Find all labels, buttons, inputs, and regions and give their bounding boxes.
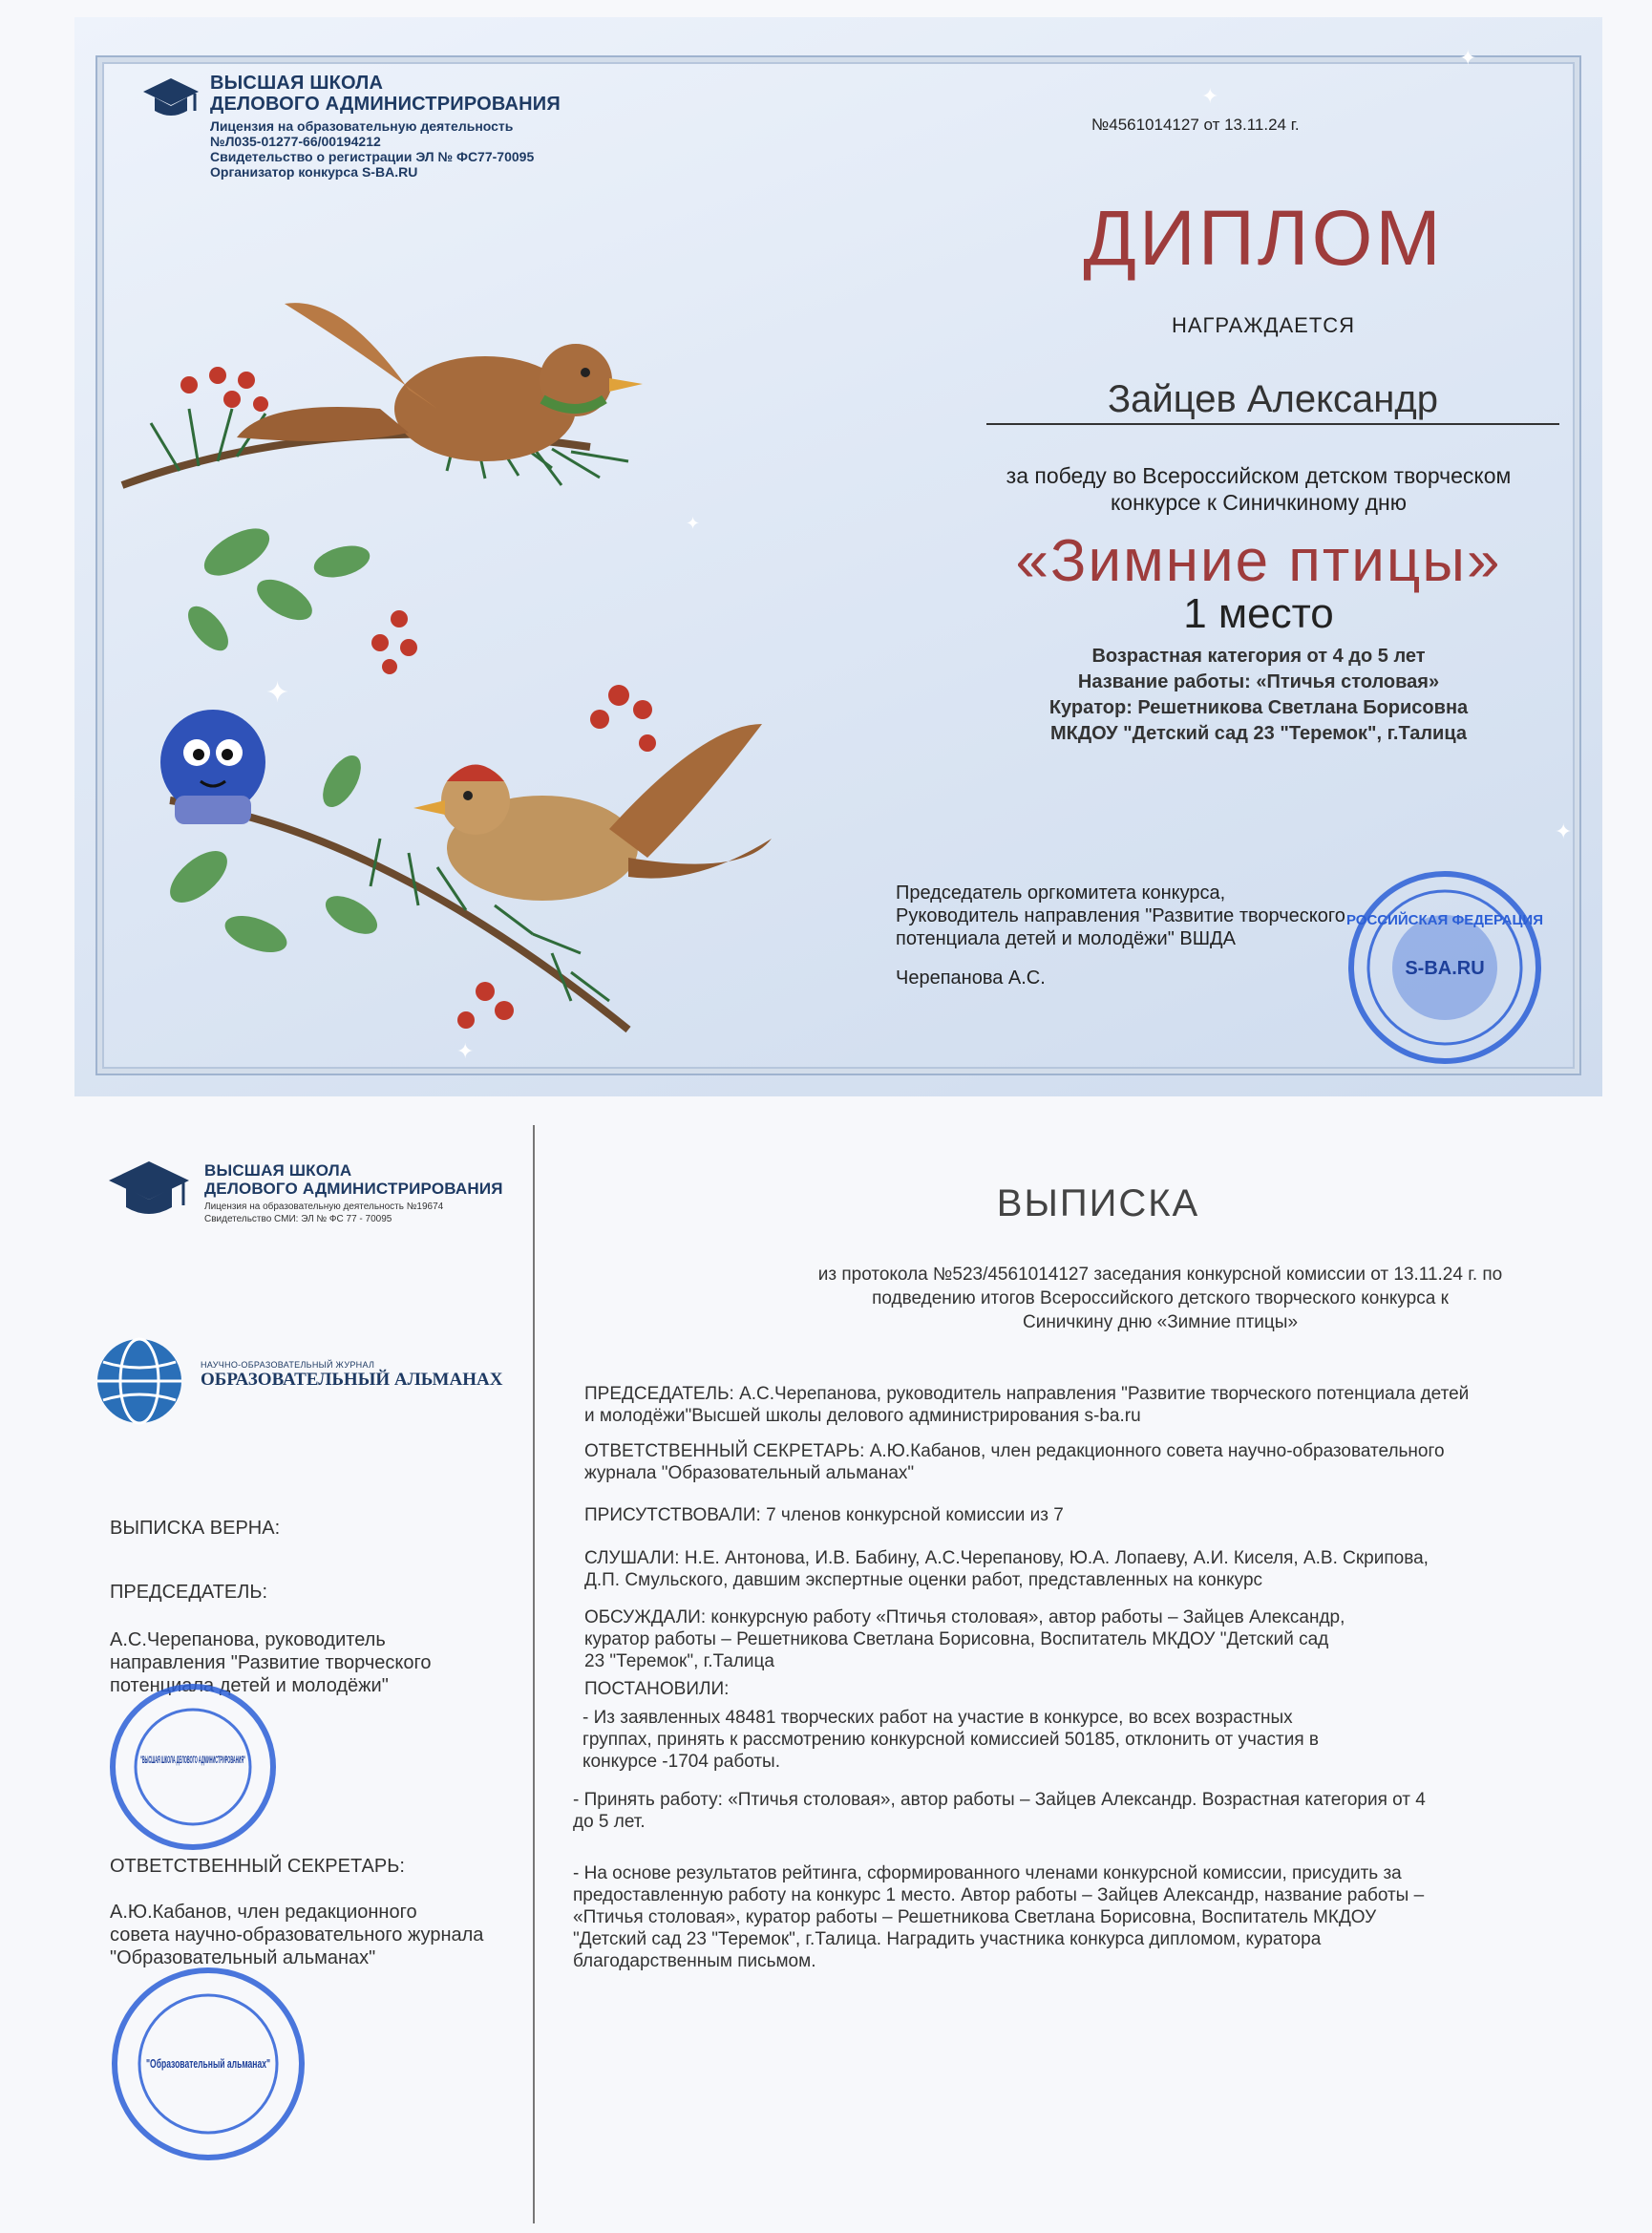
resolve1-line3: конкурсе -1704 работы. — [582, 1752, 780, 1772]
winter-birds-illustration — [94, 266, 819, 1068]
resolve2-line1: - Принять работу: «Птичья столовая», автор работы – Зайцев Александр. Возрастная категория от 4 — [573, 1790, 1426, 1810]
chair-line1: ПРЕДСЕДАТЕЛЬ: А.С.Черепанова, руководитель направления "Развитие творческого потенциала детей — [584, 1384, 1470, 1404]
graduation-cap-icon — [107, 1158, 191, 1223]
snowflake-icon: ✦ — [456, 1039, 475, 1063]
discussed-line1: ОБСУЖДАЛИ: конкурсную работу «Птичья столовая», автор работы – Зайцев Александр, — [584, 1607, 1345, 1627]
snowflake-icon: ✦ — [265, 677, 290, 709]
discussed-line2: куратор работы – Решетникова Светлана Борисовна, Воспитатель МКДОУ "Детский сад — [584, 1629, 1329, 1649]
chair-paragraph — [584, 1383, 1549, 1427]
resolve1-line1: - Из заявленных 48481 творческих работ на участие в конкурсе, во всех возрастных — [582, 1708, 1293, 1728]
signer-line2: Руководитель направления "Развитие творческого — [896, 905, 1345, 926]
left-secretary-label: ОТВЕТСТВЕННЫЙ СЕКРЕТАРЬ: — [110, 1856, 405, 1877]
work-details — [943, 644, 1574, 747]
resolve3-line4: "Детский сад 23 "Теремок", г.Талица. Наградить участника конкурса дипломом, куратора — [573, 1929, 1322, 1949]
chair-line2: и молодёжи"Высшей школы делового администрирования s-ba.ru — [584, 1406, 1141, 1426]
logo-title-line2: ДЕЛОВОГО АДМИНИСТРИРОВАНИЯ — [210, 94, 561, 115]
secretary-line1: ОТВЕТСТВЕННЫЙ СЕКРЕТАРЬ: А.Ю.Кабанов, член редакционного совета научно-образовательного — [584, 1441, 1445, 1461]
resolve2-line2: до 5 лет. — [573, 1812, 646, 1832]
heard-line2: Д.П. Смульского, давшим экспертные оценки работ, представленных на конкурс — [584, 1570, 1263, 1590]
award-reason-line1: за победу во Всероссийском детском творческом — [1006, 463, 1512, 488]
logo-license: Лицензия на образовательную деятельность — [210, 118, 514, 134]
resolve3-line5: благодарственным письмом. — [573, 1951, 816, 1971]
recipient-name: Зайцев Александр — [986, 378, 1559, 425]
place-awarded: 1 место — [1183, 590, 1334, 637]
snowflake-icon: ✦ — [1201, 84, 1219, 108]
logo-license-number: №Л035-01277-66/00194212 — [210, 134, 381, 149]
resolved-label: ПОСТАНОВИЛИ: — [584, 1679, 730, 1699]
almanac-stamp — [107, 1963, 309, 2165]
resolve3-line3: «Птичья столовая», куратор работы – Решетникова Светлана Борисовна, Воспитатель МКДОУ — [573, 1907, 1377, 1927]
logo-title-line1: ВЫСШАЯ ШКОЛА — [210, 73, 384, 94]
intro-line3: Синичкину дню «Зимние птицы» — [1022, 1312, 1299, 1332]
extract-logo-title1: ВЫСШАЯ ШКОЛА — [204, 1161, 352, 1180]
snowflake-icon: ✦ — [1555, 819, 1573, 843]
graduation-cap-icon — [141, 74, 201, 124]
logo-organizer: Организатор конкурса S-BA.RU — [210, 164, 418, 180]
extract-logo-title2: ДЕЛОВОГО АДМИНИСТРИРОВАНИЯ — [204, 1180, 503, 1198]
left-chair-line3: потенциала детей и молодёжи" — [110, 1675, 389, 1696]
almanac-name: ОБРАЗОВАТЕЛЬНЫЙ АЛЬМАНАХ — [201, 1370, 503, 1390]
left-secretary-line3: "Образовательный альманах" — [110, 1947, 376, 1968]
extract-logo-license: Лицензия на образовательную деятельность №19674 — [204, 1202, 444, 1212]
diploma-number: №4561014127 от 13.11.24 г. — [1091, 116, 1300, 134]
resolve1-line2: группах, принять к рассмотрению конкурсной комиссией 50185, отклонить от участия в — [582, 1730, 1319, 1750]
heard-paragraph — [584, 1547, 1549, 1591]
age-category: Возрастная категория от 4 до 5 лет — [1091, 646, 1426, 667]
signer-name: Черепанова А.С. — [896, 968, 1046, 989]
work-title: Название работы: «Птичья столовая» — [1077, 671, 1440, 692]
signer-line1: Председатель оргкомитета конкурса, — [896, 883, 1226, 904]
left-chair-label: ПРЕДСЕДАТЕЛЬ: — [110, 1582, 268, 1603]
left-secretary-line1: А.Ю.Кабанов, член редакционного — [110, 1902, 417, 1923]
globe-icon — [94, 1335, 185, 1427]
resolve3-paragraph — [573, 1862, 1537, 1972]
award-reason-line2: конкурсе к Синичкиному дню — [1110, 490, 1408, 515]
official-stamp — [1345, 867, 1545, 1068]
left-chair-line1: А.С.Черепанова, руководитель — [110, 1629, 386, 1650]
snowflake-icon: ✦ — [1459, 46, 1477, 70]
mascot-illustration — [160, 710, 265, 824]
curator: Куратор: Решетникова Светлана Борисовна — [1048, 697, 1469, 718]
resolve2-paragraph — [573, 1789, 1537, 1833]
awarded-label: НАГРАЖДАЕТСЯ — [1171, 313, 1356, 337]
snowflake-icon: ✦ — [686, 514, 701, 533]
discussed-paragraph — [584, 1606, 1549, 1672]
school-stamp — [107, 1681, 279, 1853]
organization: МКДОУ "Детский сад 23 "Теремок", г.Талица — [1049, 723, 1467, 744]
column-divider — [533, 1125, 535, 2223]
bird-illustration — [237, 303, 643, 461]
discussed-line3: 23 "Теремок", г.Талица — [584, 1651, 774, 1671]
school-stamp-text: "ВЫСШАЯ ШКОЛА ДЕЛОВОГО АДМИНИСТРИРОВАНИЯ" — [140, 1754, 245, 1766]
bird-illustration — [413, 724, 772, 901]
contest-name: «Зимние птицы» — [1015, 528, 1502, 594]
secretary-line2: журнала "Образовательный альманах" — [584, 1463, 915, 1483]
extract-intro — [668, 1263, 1652, 1334]
intro-line2: подведению итогов Всероссийского детского творческого конкурса к — [872, 1288, 1449, 1308]
extract-title: ВЫПИСКА — [996, 1182, 1200, 1224]
stamp-inner-text: S-BA.RU — [1405, 958, 1485, 979]
signer-line3: потенциала детей и молодёжи" ВШДА — [896, 928, 1236, 949]
award-reason — [924, 462, 1593, 516]
heard-line1: СЛУШАЛИ: Н.Е. Антонова, И.В. Бабину, А.С.Черепанову, Ю.А. Лопаеву, А.И. Киселя, А.В. Скрипова, — [584, 1548, 1429, 1568]
left-secretary-details — [110, 1901, 511, 1969]
almanac-stamp-text: "Образовательный альманах" — [146, 2056, 270, 2071]
secretary-paragraph — [584, 1440, 1549, 1484]
extract-verified-label: ВЫПИСКА ВЕРНА: — [110, 1518, 281, 1539]
almanac-subtitle: НАУЧНО-ОБРАЗОВАТЕЛЬНЫЙ ЖУРНАЛ — [201, 1360, 375, 1370]
extract-logo-registration: Свидетельство СМИ: ЭЛ № ФС 77 - 70095 — [204, 1214, 392, 1224]
present-paragraph: ПРИСУТСТВОВАЛИ: 7 членов конкурсной комиссии из 7 — [584, 1505, 1064, 1525]
intro-line1: из протокола №523/4561014127 заседания конкурсной комиссии от 13.11.24 г. по — [817, 1265, 1503, 1285]
diploma-title: ДИПЛОМ — [1083, 195, 1444, 282]
logo-registration: Свидетельство о регистрации ЭЛ № ФС77-70095 — [210, 149, 535, 164]
stamp-text: РОССИЙСКАЯ ФЕДЕРАЦИЯ — [1345, 912, 1544, 928]
resolve1-paragraph — [582, 1707, 1547, 1773]
left-chair-line2: направления "Развитие творческого — [110, 1652, 432, 1673]
resolve3-line2: предоставленную работу на конкурс 1 место. Автор работы – Зайцев Александр, название работы – — [573, 1885, 1425, 1905]
left-secretary-line2: совета научно-образовательного журнала — [110, 1925, 484, 1946]
diploma — [74, 17, 1602, 1096]
resolve3-line1: - На основе результатов рейтинга, сформированного членами конкурсной комиссии, присудить за — [573, 1863, 1402, 1883]
